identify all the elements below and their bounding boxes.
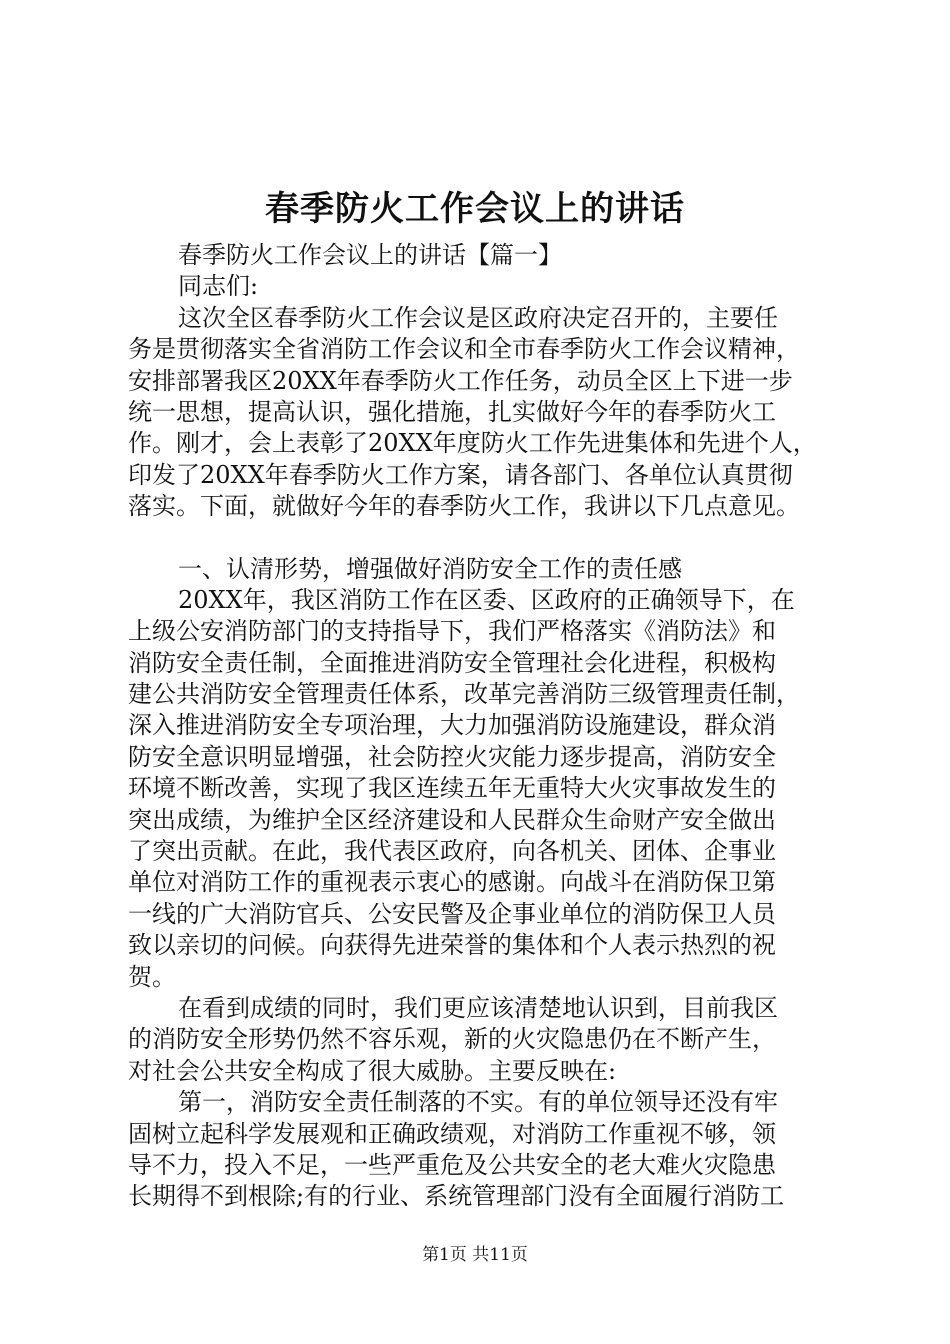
paragraph-line: 落实。下面，就做好今年的春季防火工作，我讲以下几点意见。 <box>128 492 800 521</box>
paragraph-line: 第一，消防安全责任制落的不实。有的单位领导还没有牢 <box>178 1088 778 1117</box>
paragraph-line: 环境不断改善，实现了我区连续五年无重特大火灾事故发生的 <box>128 774 776 803</box>
paragraph-line: 安排部署我区20XX年春季防火工作任务，动员全区上下进一步 <box>128 366 793 395</box>
paragraph-line: 20XX年，我区消防工作在区委、区政府的正确领导下，在 <box>178 585 795 614</box>
paragraph-line: 了突出贡献。在此，我代表区政府，向各机关、团体、企事业 <box>128 837 776 866</box>
paragraph-line: 一线的广大消防官兵、公安民警及企事业单位的消防保卫人员 <box>128 899 776 928</box>
paragraph-line: 对社会公共安全构成了很大威胁。主要反映在: <box>128 1056 617 1085</box>
paragraph-spacer <box>128 523 838 554</box>
paragraph-line: 长期得不到根除;有的行业、系统管理部门没有全面履行消防工 <box>128 1182 785 1211</box>
paragraph-line: 这次全区春季防火工作会议是区政府决定召开的，主要任 <box>178 303 778 332</box>
paragraph-line: 防安全意识明显增强，社会防控火灾能力逐步提高，消防安全 <box>128 742 776 771</box>
paragraph-line: 作。刚才，会上表彰了20XX年度防火工作先进集体和先进个人， <box>128 429 817 458</box>
paragraph-line: 深入推进消防安全专项治理，大力加强消防设施建设，群众消 <box>128 711 776 740</box>
paragraph-line: 建公共消防安全管理责任体系，改革完善消防三级管理责任制， <box>128 680 800 709</box>
paragraph-line: 统一思想，提高认识，强化措施，扎实做好今年的春季防火工 <box>128 397 776 426</box>
paragraph-line: 单位对消防工作的重视表示衷心的感谢。向战斗在消防保卫第 <box>128 868 776 897</box>
salutation: 同志们: <box>178 272 259 301</box>
paragraph-line: 的消防安全形势仍然不容乐观，新的火灾隐患仍在不断产生， <box>128 1025 776 1054</box>
document-body <box>128 240 838 1213</box>
paragraph-line: 在看到成绩的同时，我们更应该清楚地认识到，目前我区 <box>178 993 778 1022</box>
paragraph-line: 消防安全责任制，全面推进消防安全管理社会化进程，积极构 <box>128 648 776 677</box>
paragraph-line: 务是贯彻落实全省消防工作会议和全市春季防火工作会议精神， <box>128 335 800 364</box>
section-heading: 春季防火工作会议上的讲话【篇一】 <box>178 241 562 269</box>
document-title: 春季防火工作会议上的讲话 <box>265 189 685 229</box>
paragraph-line: 导不力，投入不足，一些严重危及公共安全的老大难火灾隐患 <box>128 1150 776 1179</box>
page-number: 第1页 共11页 <box>422 1245 528 1265</box>
paragraph-line: 印发了20XX年春季防火工作方案，请各部门、各单位认真贯彻 <box>128 460 793 489</box>
paragraph-line: 固树立起科学发展观和正确政绩观，对消防工作重视不够，领 <box>128 1119 776 1148</box>
section-heading: 一、认清形势，增强做好消防安全工作的责任感 <box>178 554 682 583</box>
paragraph-line: 致以亲切的问候。向获得先进荣誉的集体和个人表示热烈的祝 <box>128 931 776 960</box>
paragraph-line: 贺。 <box>128 962 176 991</box>
paragraph-line: 突出成绩，为维护全区经济建设和人民群众生命财产安全做出 <box>128 805 776 834</box>
paragraph-line: 上级公安消防部门的支持指导下，我们严格落实《消防法》和 <box>128 617 776 646</box>
